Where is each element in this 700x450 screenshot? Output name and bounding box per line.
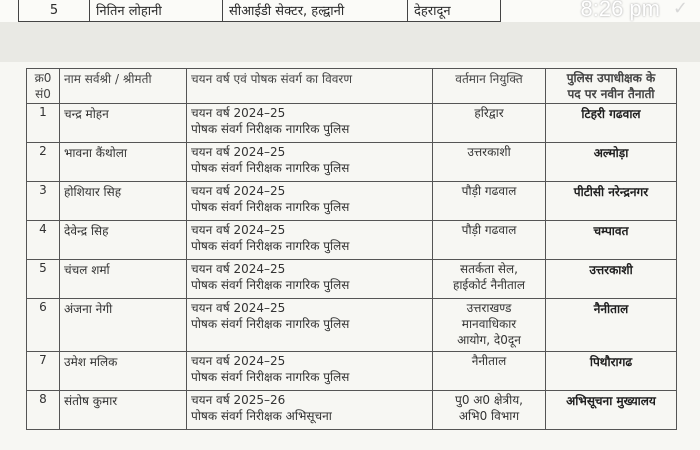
header-sno: क्र0 सं0 xyxy=(27,69,60,104)
row-current: सतर्कता सेल, हाईकोर्ट नैनीताल xyxy=(433,260,546,299)
row-sno: 1 xyxy=(27,104,60,143)
row-name: संतोष कुमार xyxy=(60,391,187,430)
top-name: नितिन लोहानी xyxy=(90,0,223,22)
row-new-posting: पिथौरागढ xyxy=(546,352,677,391)
row-name: भावना कैंथोला xyxy=(60,143,187,182)
row-new-posting: उत्तरकाशी xyxy=(546,260,677,299)
row-details: चयन वर्ष 2024–25 पोषक संवर्ग निरीक्षक नागरिक पुलिस xyxy=(187,104,433,143)
row-name: उमेश मलिक xyxy=(60,352,187,391)
previous-page-strip xyxy=(0,0,700,23)
row-current: हरिद्वार xyxy=(433,104,546,143)
row-new-posting: अभिसूचना मुख्यालय xyxy=(546,391,677,430)
row-new-posting: चम्पावत xyxy=(546,221,677,260)
row-name: देवेन्द्र सिह xyxy=(60,221,187,260)
row-current: उत्तराखण्ड मानवाधिकार आयोग, दे0दून xyxy=(433,299,546,352)
row-details: चयन वर्ष 2025–26 पोषक संवर्ग निरीक्षक अभिसूचना xyxy=(187,391,433,430)
row-current: उत्तरकाशी xyxy=(433,143,546,182)
row-details: चयन वर्ष 2024–25 पोषक संवर्ग निरीक्षक नागरिक पुलिस xyxy=(187,143,433,182)
row-sno: 2 xyxy=(27,143,60,182)
row-new-posting: अल्मोड़ा xyxy=(546,143,677,182)
row-details: चयन वर्ष 2024–25 पोषक संवर्ग निरीक्षक नागरिक पुलिस xyxy=(187,352,433,391)
table-row xyxy=(27,299,677,352)
header-details: चयन वर्ष एवं पोषक संवर्ग का विवरण xyxy=(187,69,433,104)
top-posting: सीआईडी सेक्टर, हल्द्वानी xyxy=(223,0,408,22)
row-current: पु0 अ0 क्षेत्रीय, अभि0 विभाग xyxy=(433,391,546,430)
row-new-posting: टिहरी गढवाल xyxy=(546,104,677,143)
row-details: चयन वर्ष 2024–25 पोषक संवर्ग निरीक्षक नागरिक पुलिस xyxy=(187,221,433,260)
row-sno: 6 xyxy=(27,299,60,352)
row-name: चन्द्र मोहन xyxy=(60,104,187,143)
row-name: अंजना नेगी xyxy=(60,299,187,352)
row-new-posting: पीटीसी नरेन्द्रनगर xyxy=(546,182,677,221)
row-current: पौड़ी गढवाल xyxy=(433,221,546,260)
row-current: नैनीताल xyxy=(433,352,546,391)
row-details: चयन वर्ष 2024–25 पोषक संवर्ग निरीक्षक नागरिक पुलिस xyxy=(187,182,433,221)
header-new-posting: पुलिस उपाधीक्षक के पद पर नवीन तैनाती xyxy=(546,69,677,104)
check-icon: ✓ xyxy=(672,0,688,19)
header-current: वर्तमान नियुक्ति xyxy=(433,69,546,104)
table-row xyxy=(27,391,677,430)
row-current: पौड़ी गढवाल xyxy=(433,182,546,221)
posting-table xyxy=(26,68,677,430)
row-new-posting: नैनीताल xyxy=(546,299,677,352)
table-row xyxy=(27,352,677,391)
row-sno: 7 xyxy=(27,352,60,391)
header-row xyxy=(27,69,677,104)
top-district: देहरादून xyxy=(408,0,501,22)
table-row xyxy=(27,260,677,299)
row-sno: 8 xyxy=(27,391,60,430)
row-name: चंचल शर्मा xyxy=(60,260,187,299)
previous-table-row xyxy=(18,0,501,22)
timestamp: 8:26 pm xyxy=(580,0,660,21)
row-details: चयन वर्ष 2024–25 पोषक संवर्ग निरीक्षक नागरिक पुलिस xyxy=(187,299,433,352)
row-sno: 4 xyxy=(27,221,60,260)
row-sno: 5 xyxy=(27,260,60,299)
header-name: नाम सर्वश्री / श्रीमती xyxy=(60,69,187,104)
row-name: होशियार सिह xyxy=(60,182,187,221)
top-sno: 5 xyxy=(19,0,90,22)
table-row xyxy=(27,104,677,143)
row-sno: 3 xyxy=(27,182,60,221)
table-row xyxy=(27,221,677,260)
table-row xyxy=(27,143,677,182)
row-details: चयन वर्ष 2024–25 पोषक संवर्ग निरीक्षक नागरिक पुलिस xyxy=(187,260,433,299)
table-row xyxy=(27,182,677,221)
